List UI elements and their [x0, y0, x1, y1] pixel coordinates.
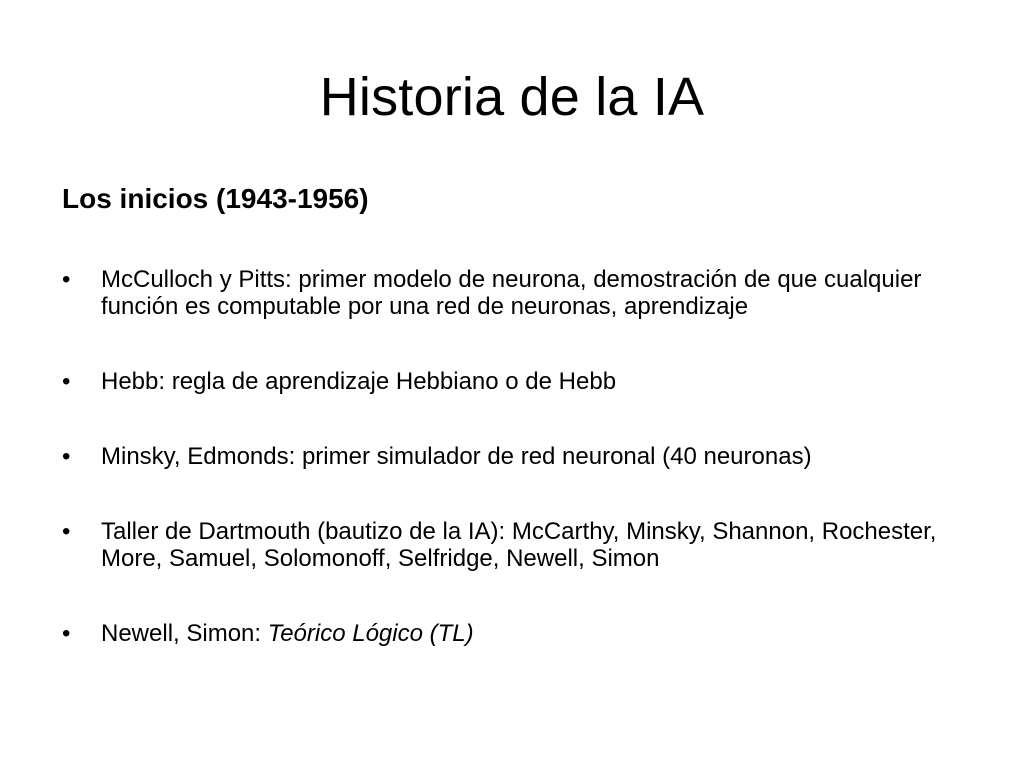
bullet-icon: • — [62, 518, 71, 545]
bullet-italic-text: Teórico Lógico (TL) — [267, 620, 474, 647]
bullet-item-minsky-edmonds — [62, 443, 967, 470]
slide-title: Historia de la IA — [319, 67, 705, 127]
bullet-item-mcculloch-pitts — [62, 266, 967, 320]
bullet-item-dartmouth — [62, 518, 967, 572]
bullet-text: McCulloch y Pitts: primer modelo de neurona, demostración de que cualquier función es computable por una red de neuronas, aprendizaje — [101, 266, 922, 320]
bullet-item-newell-simon — [62, 620, 967, 647]
bullet-icon: • — [62, 443, 71, 470]
section-subtitle: Los inicios (1943-1956) — [62, 183, 369, 214]
bullet-icon: • — [62, 266, 71, 293]
bullet-text: Minsky, Edmonds: primer simulador de red neuronal (40 neuronas) — [101, 443, 812, 470]
bullet-icon: • — [62, 368, 71, 395]
bullet-text: Newell, Simon: — [101, 620, 268, 647]
bullet-text: Taller de Dartmouth (bautizo de la IA): McCarthy, Minsky, Shannon, Rochester, More, Samuel, Solomonoff, Selfridge, Newell, Simon — [101, 518, 937, 572]
bullet-icon: • — [62, 620, 71, 647]
bullet-item-hebb — [62, 368, 967, 395]
bullet-text: Hebb: regla de aprendizaje Hebbiano o de Hebb — [101, 368, 617, 395]
bullet-list — [62, 266, 967, 647]
